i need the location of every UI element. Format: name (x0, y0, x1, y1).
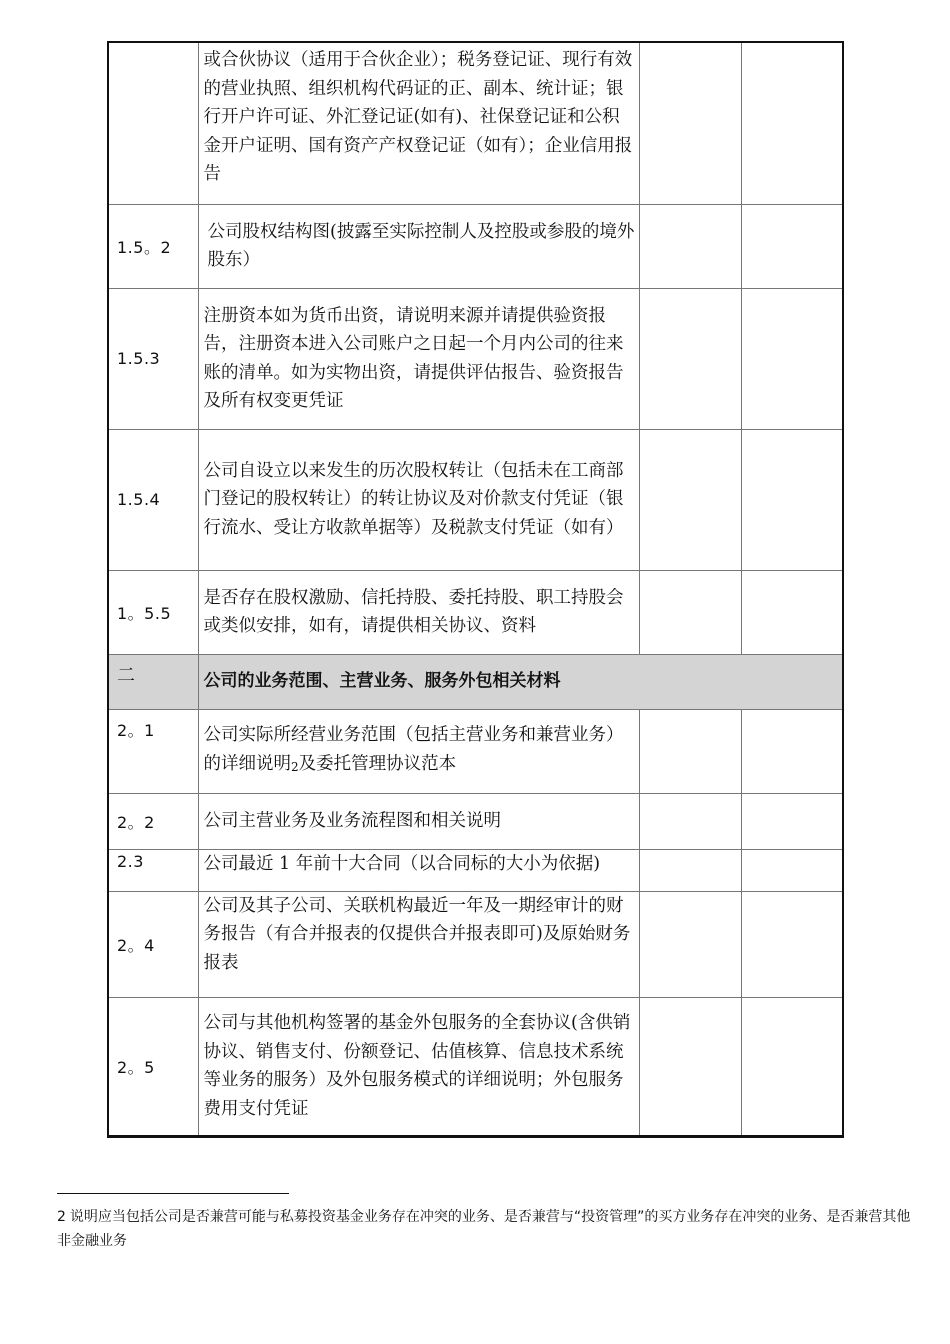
empty-cell (741, 709, 843, 793)
empty-cell (741, 891, 843, 997)
table-row (108, 288, 843, 429)
item-number: 2。1 (108, 709, 198, 793)
empty-cell (741, 570, 843, 654)
empty-cell (639, 429, 741, 570)
footnote-separator (57, 1193, 289, 1194)
empty-cell (741, 849, 843, 891)
item-description (198, 709, 639, 793)
section-title: 公司的业务范围、主营业务、服务外包相关材料 (198, 654, 843, 709)
item-description: 或合伙协议（适用于合伙企业）；税务登记证、现行有效的营业执照、组织机构代码证的正、副本、统计证；银行开户许可证、外汇登记证(如有)、社保登记证和公积金开户证明、国有资产产权登记证（如有）；企业信用报告 (198, 42, 639, 204)
footnote (57, 1205, 912, 1253)
item-description: 公司自设立以来发生的历次股权转让（包括未在工商部门登记的股权转让）的转让协议及对价款支付凭证（银行流水、受让方收款单据等）及税款支付凭证（如有） (198, 429, 639, 570)
table-row (108, 997, 843, 1136)
table-row (108, 849, 843, 891)
item-description: 公司股权结构图(披露至实际控制人及控股或参股的境外股东） (198, 204, 639, 288)
footnote-text: 说明应当包括公司是否兼营可能与私募投资基金业务存在冲突的业务、是否兼营与“投资管理”的买方业务存在冲突的业务、是否兼营其他非金融业务 (57, 1209, 911, 1249)
item-description: 公司主营业务及业务流程图和相关说明 (198, 793, 639, 849)
empty-cell (741, 793, 843, 849)
table-row (108, 204, 843, 288)
item-description: 是否存在股权激励、信托持股、委托持股、职工持股会或类似安排，如有，请提供相关协议、资料 (198, 570, 639, 654)
item-number: 2。4 (108, 891, 198, 997)
table-row (108, 429, 843, 570)
table-row (108, 570, 843, 654)
item-description: 公司与其他机构签署的基金外包服务的全套协议(含供销协议、销售支付、份额登记、估值核算、信息技术系统等业务的服务）及外包服务模式的详细说明；外包服务费用支付凭证 (198, 997, 639, 1136)
table-row (108, 42, 843, 204)
table-row (108, 891, 843, 997)
empty-cell (639, 997, 741, 1136)
item-number: 2。5 (108, 997, 198, 1136)
empty-cell (741, 288, 843, 429)
item-number: 2.3 (108, 849, 198, 891)
item-number: 1.5.3 (108, 288, 198, 429)
empty-cell (639, 42, 741, 204)
table-row (108, 793, 843, 849)
empty-cell (639, 288, 741, 429)
table-row (108, 709, 843, 793)
item-description-text: 公司实际所经营业务范围（包括主营业务和兼营业务）的详细说明 (203, 725, 624, 774)
empty-cell (639, 709, 741, 793)
item-description-text: 及委托管理协议范本 (298, 753, 457, 774)
item-number: 2。2 (108, 793, 198, 849)
empty-cell (639, 891, 741, 997)
empty-cell (741, 42, 843, 204)
footnote-number: 2 (57, 1209, 66, 1225)
empty-cell (741, 204, 843, 288)
empty-cell (741, 997, 843, 1136)
empty-cell (639, 570, 741, 654)
item-number: 1.5。2 (108, 204, 198, 288)
section-number: 二 (108, 654, 198, 709)
footnote-reference: 2 (291, 759, 299, 774)
item-description: 公司最近 1 年前十大合同（以合同标的大小为依据) (198, 849, 639, 891)
empty-cell (639, 849, 741, 891)
item-number (108, 42, 198, 204)
item-number: 1.5.4 (108, 429, 198, 570)
empty-cell (639, 204, 741, 288)
item-description: 公司及其子公司、关联机构最近一年及一期经审计的财务报告（有合并报表的仅提供合并报表即可)及原始财务报表 (198, 891, 639, 997)
empty-cell (639, 793, 741, 849)
section-header-row (108, 654, 843, 709)
item-number: 1。5.5 (108, 570, 198, 654)
item-description: 注册资本如为货币出资，请说明来源并请提供验资报告，注册资本进入公司账户之日起一个月内公司的往来账的清单。如为实物出资，请提供评估报告、验资报告及所有权变更凭证 (198, 288, 639, 429)
document-checklist-table (107, 41, 844, 1138)
empty-cell (741, 429, 843, 570)
